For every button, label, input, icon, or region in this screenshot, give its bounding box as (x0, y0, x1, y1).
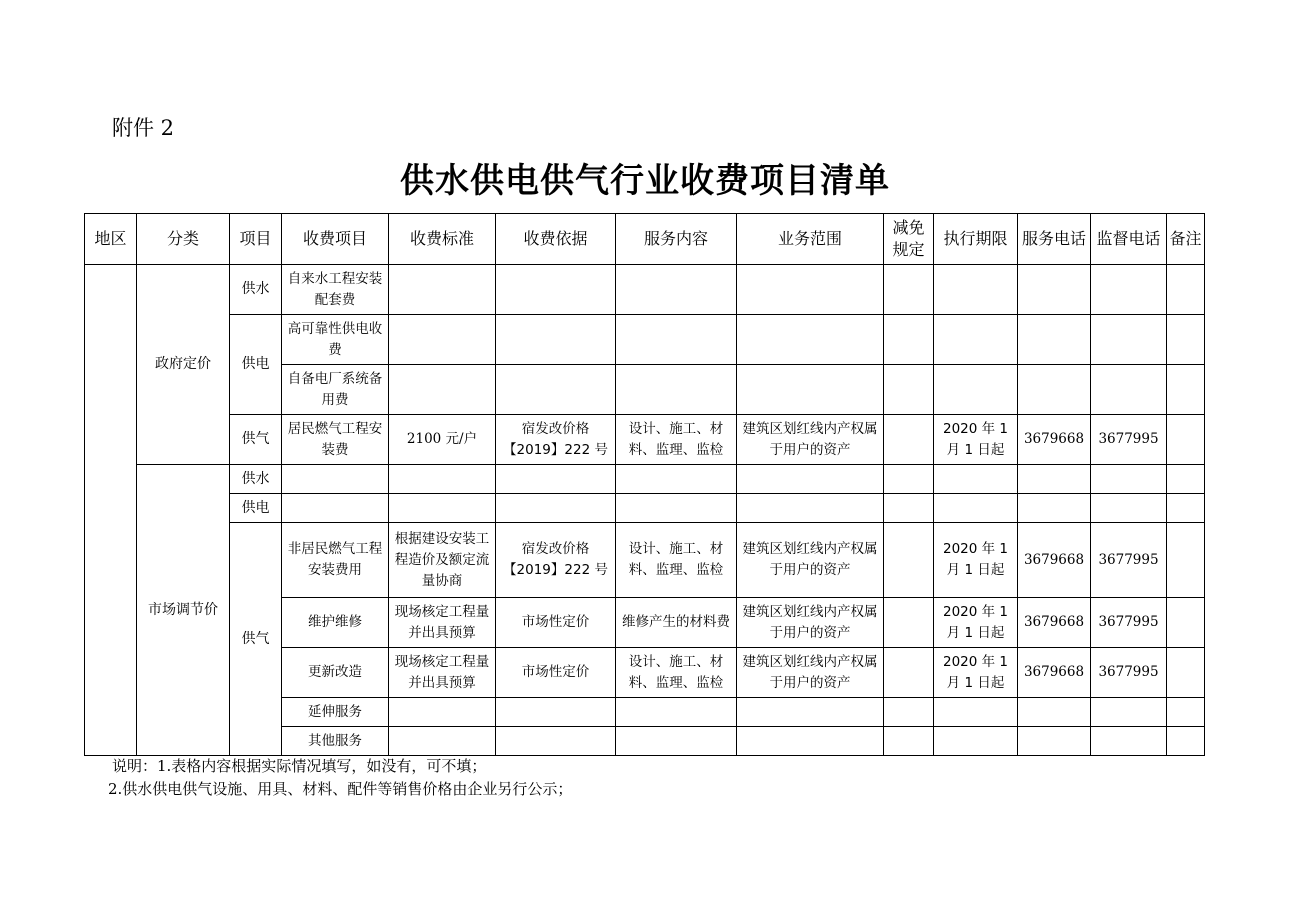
business-scope-cell: 建筑区划红线内产权属于用户的资产 (737, 523, 884, 598)
item-power: 供电 (230, 315, 282, 415)
fee-item-cell: 维护维修 (282, 598, 389, 648)
fee-item-cell: 自来水工程安装配套费 (282, 265, 389, 315)
header-period: 执行期限 (934, 214, 1018, 265)
service-phone-cell: 3679668 (1018, 598, 1091, 648)
period-cell: 2020 年 1 月 1 日起 (934, 648, 1018, 698)
service-phone-cell: 3679668 (1018, 415, 1091, 465)
fee-basis-cell: 市场性定价 (496, 648, 616, 698)
service-phone-cell: 3679668 (1018, 648, 1091, 698)
period-cell: 2020 年 1 月 1 日起 (934, 415, 1018, 465)
fee-basis-cell: 宿发改价格【2019】222 号 (496, 523, 616, 598)
table-row (85, 315, 1205, 365)
note-line-1: 说明：1.表格内容根据实际情况填写，如没有，可不填； (112, 757, 487, 775)
fee-item-cell: 更新改造 (282, 648, 389, 698)
header-remark: 备注 (1167, 214, 1205, 265)
supervision-phone-cell: 3677995 (1091, 523, 1167, 598)
period-cell: 2020 年 1 月 1 日起 (934, 523, 1018, 598)
service-content-cell: 设计、施工、材料、监理、监检 (616, 523, 737, 598)
header-service-content: 服务内容 (616, 214, 737, 265)
fee-basis-cell: 市场性定价 (496, 598, 616, 648)
fee-item-cell: 其他服务 (282, 727, 389, 756)
table-row (85, 415, 1205, 465)
header-row (85, 214, 1205, 265)
fee-standard-cell: 根据建设安装工程造价及额定流量协商 (389, 523, 496, 598)
table-row (85, 494, 1205, 523)
fee-item-cell: 自备电厂系统备用费 (282, 365, 389, 415)
table-row (85, 523, 1205, 598)
business-scope-cell: 建筑区划红线内产权属于用户的资产 (737, 648, 884, 698)
supervision-phone-cell: 3677995 (1091, 598, 1167, 648)
fee-standard-cell: 现场核定工程量并出具预算 (389, 648, 496, 698)
fee-item-cell: 非居民燃气工程安装费用 (282, 523, 389, 598)
header-region: 地区 (85, 214, 137, 265)
header-item: 项目 (230, 214, 282, 265)
service-content-cell: 设计、施工、材料、监理、监检 (616, 415, 737, 465)
header-fee-basis: 收费依据 (496, 214, 616, 265)
fee-item-cell: 居民燃气工程安装费 (282, 415, 389, 465)
service-content-cell: 设计、施工、材料、监理、监检 (616, 648, 737, 698)
header-category: 分类 (137, 214, 230, 265)
region-cell (85, 265, 137, 756)
item-water: 供水 (230, 265, 282, 315)
note-line-2: 2.供水供电供气设施、用具、材料、配件等销售价格由企业另行公示； (108, 780, 573, 798)
service-phone-cell: 3679668 (1018, 523, 1091, 598)
header-reduction: 减免规定 (884, 214, 934, 265)
attachment-label: 附件 2 (112, 116, 175, 140)
header-business-scope: 业务范围 (737, 214, 884, 265)
supervision-phone-cell: 3677995 (1091, 415, 1167, 465)
category-gov: 政府定价 (137, 265, 230, 465)
item-power: 供电 (230, 494, 282, 523)
fee-item-cell: 高可靠性供电收费 (282, 315, 389, 365)
fee-table (84, 213, 1205, 756)
item-gas: 供气 (230, 415, 282, 465)
period-cell: 2020 年 1 月 1 日起 (934, 598, 1018, 648)
item-water: 供水 (230, 465, 282, 494)
notes (108, 755, 573, 801)
fee-standard-cell: 2100 元/户 (389, 415, 496, 465)
page-title: 供水供电供气行业收费项目清单 (400, 161, 890, 201)
fee-basis-cell: 宿发改价格【2019】222 号 (496, 415, 616, 465)
business-scope-cell: 建筑区划红线内产权属于用户的资产 (737, 598, 884, 648)
header-supervision-phone: 监督电话 (1091, 214, 1167, 265)
table-row (85, 465, 1205, 494)
supervision-phone-cell: 3677995 (1091, 648, 1167, 698)
header-fee-standard: 收费标准 (389, 214, 496, 265)
item-gas: 供气 (230, 523, 282, 756)
fee-standard-cell: 现场核定工程量并出具预算 (389, 598, 496, 648)
fee-item-cell: 延伸服务 (282, 698, 389, 727)
business-scope-cell: 建筑区划红线内产权属于用户的资产 (737, 415, 884, 465)
header-service-phone: 服务电话 (1018, 214, 1091, 265)
category-market: 市场调节价 (137, 465, 230, 756)
header-fee-item: 收费项目 (282, 214, 389, 265)
service-content-cell: 维修产生的材料费 (616, 598, 737, 648)
table-row (85, 265, 1205, 315)
